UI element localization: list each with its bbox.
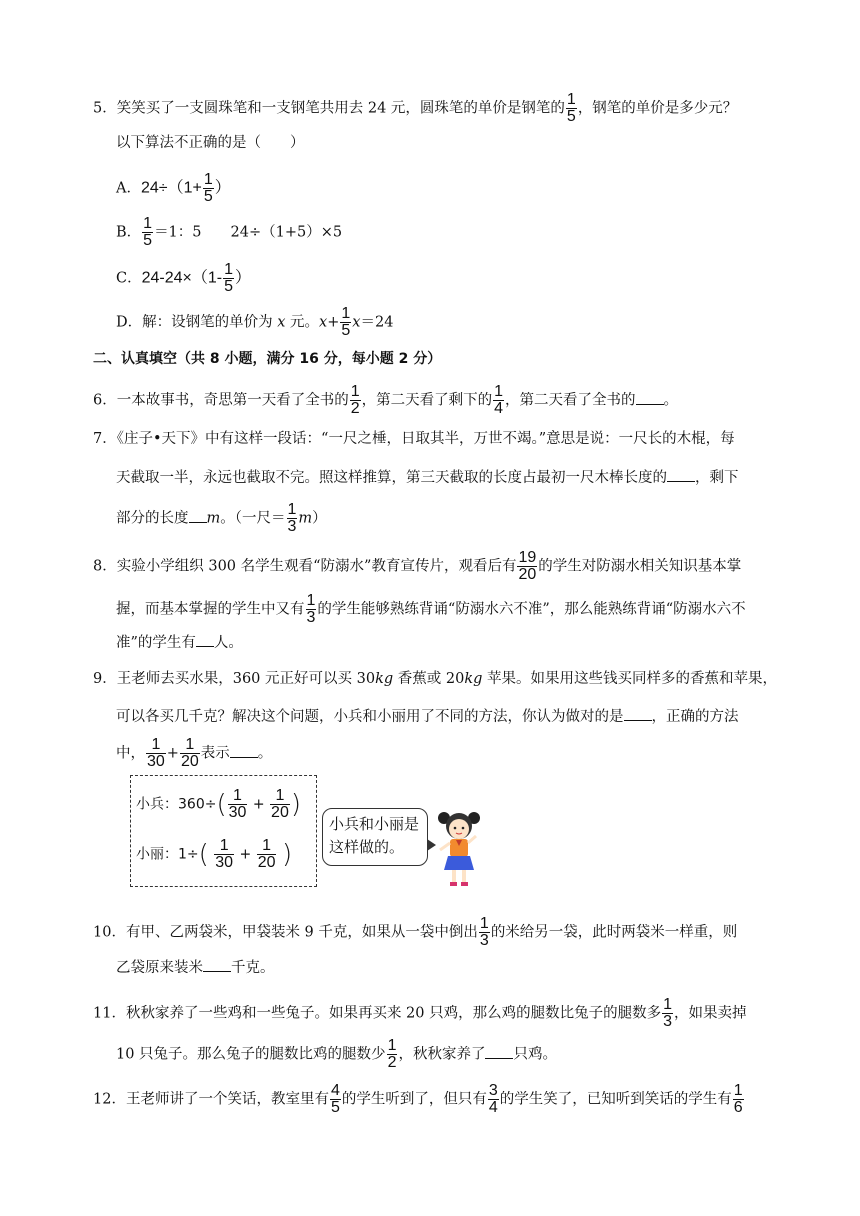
q10-line1 <box>93 916 737 949</box>
answer-blank[interactable] <box>189 508 207 523</box>
fraction: $\frac{1}{30}$ <box>147 736 165 770</box>
girl-illustration <box>434 806 484 892</box>
q8-text: 的学生能够熟练背诵“防溺水六不准”，那么能熟练背诵“防溺水六不 <box>317 601 746 618</box>
answer-blank[interactable] <box>636 390 664 405</box>
option-label: A． <box>116 180 141 197</box>
q9-text: 王老师去买水果，360 元正好可以买 30 <box>116 671 376 687</box>
option-text: 24÷（1+ <box>140 179 202 197</box>
fraction: $\frac{1}{20}$ <box>271 787 289 821</box>
unit: m <box>206 510 221 527</box>
method-text: + <box>252 796 265 813</box>
fraction: $\frac{1}{30}$ <box>215 837 234 871</box>
option-text: ） <box>235 267 252 287</box>
q8-number: 8． <box>93 558 117 575</box>
option-text: + <box>327 314 340 331</box>
q5-option-c[interactable] <box>116 262 251 295</box>
q5-line1 <box>93 92 737 125</box>
q7-line3 <box>116 502 327 535</box>
q11-text: 只鸡。 <box>513 1046 557 1063</box>
q9-text: ，正确的方法 <box>651 709 739 725</box>
q6-number: 6． <box>93 392 117 409</box>
fraction: $\frac{1}{2}$ <box>387 1037 397 1071</box>
q10-text: 的米给另一袋，此时两袋米一样重，则 <box>490 924 738 941</box>
fraction: $\frac{19}{20}$ <box>518 549 537 583</box>
option-label: B． <box>116 224 142 241</box>
q6-line1 <box>93 384 678 417</box>
q9-text: 表示 <box>200 745 230 762</box>
answer-blank[interactable] <box>203 957 231 972</box>
q7-text: 天截取一半，永远也截取不完。照这样推算，第三天截取的长度占最初一尺木棒长度的 <box>116 470 667 486</box>
q5-text: ，钢笔的单价是多少元？ <box>577 100 738 117</box>
q9-line1 <box>93 669 777 689</box>
option-label: C． <box>116 270 142 287</box>
q7-line1 <box>93 429 735 449</box>
q5-option-a[interactable] <box>116 172 231 205</box>
variable: x <box>277 314 286 331</box>
q11-number: 11． <box>93 1005 126 1022</box>
xiaoli-method: 小丽：1÷( $\frac{1}{30}$ + $\frac{1}{20}$ ) <box>136 837 293 871</box>
q11-line1 <box>93 997 747 1030</box>
fraction: $\frac{1}{3}$ <box>479 915 489 949</box>
q7-text: ，剩下 <box>695 470 739 486</box>
fraction: $\frac{1}{5}$ <box>143 215 153 249</box>
q9-text: 。 <box>257 745 273 762</box>
q8-text: 实验小学组织 300 名学生观看“防溺水”教育宣传片，观看后有 <box>116 558 517 575</box>
q5-number: 5． <box>93 100 117 117</box>
q9-text: 可以各买几千克？解决这个问题，小兵和小丽用了不同的方法，你认为做对的是 <box>116 709 624 725</box>
answer-blank[interactable] <box>667 467 695 482</box>
unit: m <box>298 510 313 527</box>
option-text: 24-24×（1- <box>141 269 223 287</box>
q6-text: ，第二天看了全书的 <box>505 392 636 409</box>
variable: x <box>352 314 361 331</box>
q10-text: 有甲、乙两袋米，甲袋装米 9 千克，如果从一袋中倒出 <box>125 924 478 941</box>
q7-number: 7． <box>93 431 117 447</box>
q8-text: 人。 <box>213 635 243 651</box>
q8-text: 准”的学生有 <box>116 635 196 651</box>
q8-line3 <box>116 632 243 653</box>
q7-text: 《庄子•天下》中有这样一段话：“一尺之棰，日取其半，万世不竭。”意思是说：一尺长的木棍，每 <box>116 431 735 447</box>
q12-text: 的学生听到了，但只有 <box>341 1091 487 1108</box>
fraction: $\frac{4}{5}$ <box>330 1082 340 1116</box>
q9-text: 香蕉或 20 <box>393 671 465 687</box>
q7-text: 部分的长度 <box>116 510 189 527</box>
option-text: ＝1：5 24÷（1+5）×5 <box>154 224 343 241</box>
q10-line2 <box>116 957 275 978</box>
answer-blank[interactable] <box>230 743 258 758</box>
option-text: 元。 <box>290 314 320 331</box>
option-text: ＝24 <box>360 314 394 331</box>
xiaobing-method: 小兵：360÷( $\frac{1}{30}$ + $\frac{1}{20}$ ) <box>136 787 301 821</box>
speech-bubble: 小兵和小丽是这样做的。 <box>322 808 428 866</box>
q12-text: 王老师讲了一个笑话，教室里有 <box>125 1091 329 1108</box>
method-label: 小丽：1÷ <box>136 846 199 863</box>
q11-text: 秋秋家养了一些鸡和一些兔子。如果再买来 20 只鸡，那么鸡的腿数比兔子的腿数多 <box>125 1005 662 1022</box>
q9-line2 <box>116 706 739 727</box>
q11-text: ，如果卖掉 <box>674 1005 747 1022</box>
q10-text: 乙袋原来装米 <box>116 960 203 976</box>
fraction: $\frac{1}{20}$ <box>257 837 276 871</box>
q5-line2: 以下算法不正确的是（ ） <box>116 135 305 151</box>
fraction: $\frac{1}{3}$ <box>306 592 316 626</box>
q9-line3 <box>116 737 272 770</box>
q11-text: 10 只兔子。那么兔子的腿数比鸡的腿数少 <box>116 1046 386 1063</box>
method-label: 小兵：360÷ <box>136 796 217 813</box>
fraction: $\frac{3}{4}$ <box>488 1082 498 1116</box>
q8-text: 的学生对防溺水相关知识基本掌 <box>538 558 742 575</box>
q11-text: ，秋秋家养了 <box>398 1046 486 1063</box>
q6-text: 。 <box>663 392 679 409</box>
fraction: $\frac{1}{6}$ <box>733 1082 743 1116</box>
answer-blank[interactable] <box>624 706 652 721</box>
q12-text: 的学生笑了，已知听到笑话的学生有 <box>499 1091 732 1108</box>
unit: kg <box>375 671 394 687</box>
q7-text: 。（一尺＝ <box>220 510 286 527</box>
q10-number: 10． <box>93 924 126 941</box>
q5-option-d[interactable] <box>116 306 393 339</box>
section-heading: 二、认真填空（共 8 小题，满分 16 分，每小题 2 分） <box>93 351 442 367</box>
fraction: $\frac{1}{5}$ <box>341 305 351 339</box>
q8-line1 <box>93 550 741 583</box>
fraction: $\frac{1}{4}$ <box>494 383 504 417</box>
variable: x <box>319 314 328 331</box>
fraction: $\frac{1}{20}$ <box>180 736 199 770</box>
q9-number: 9． <box>93 671 117 687</box>
q9-text: 中， <box>116 745 145 762</box>
q5-text: 笑笑买了一支圆珠笔和一支钢笔共用去 24 元，圆珠笔的单价是钢笔的 <box>116 100 565 117</box>
q5-option-b[interactable] <box>116 216 342 249</box>
fraction: $\frac{1}{3}$ <box>287 501 297 535</box>
fraction: $\frac{1}{5}$ <box>224 261 234 295</box>
q6-text: 一本故事书，奇思第一天看了全书的 <box>116 392 349 409</box>
q6-text: ，第二天看了剩下的 <box>361 392 493 409</box>
q7-text: ） <box>312 510 327 527</box>
q12-line1 <box>93 1083 745 1116</box>
option-text: 解：设钢笔的单价为 <box>142 314 273 331</box>
q10-text: 千克。 <box>231 960 275 976</box>
option-label: D． <box>116 314 143 331</box>
q8-line2 <box>116 593 746 626</box>
q7-line2 <box>116 467 739 488</box>
fraction: $\frac{1}{2}$ <box>350 383 360 417</box>
fraction: $\frac{1}{5}$ <box>203 171 213 205</box>
option-text: ） <box>214 177 231 197</box>
q9-text: 苹果。如果用这些钱买同样多的香蕉和苹果， <box>482 671 778 687</box>
q11-line2 <box>116 1038 557 1071</box>
method-text: + <box>239 846 252 863</box>
fraction: $\frac{1}{3}$ <box>663 996 673 1030</box>
fraction: $\frac{1}{30}$ <box>228 787 247 821</box>
unit: kg <box>464 671 483 687</box>
answer-blank[interactable] <box>196 632 214 647</box>
q9-text: + <box>166 745 179 762</box>
q12-number: 12． <box>93 1091 126 1108</box>
fraction: $\frac{1}{5}$ <box>566 91 576 125</box>
q8-text: 握，而基本掌握的学生中又有 <box>116 601 305 618</box>
answer-blank[interactable] <box>485 1044 513 1059</box>
